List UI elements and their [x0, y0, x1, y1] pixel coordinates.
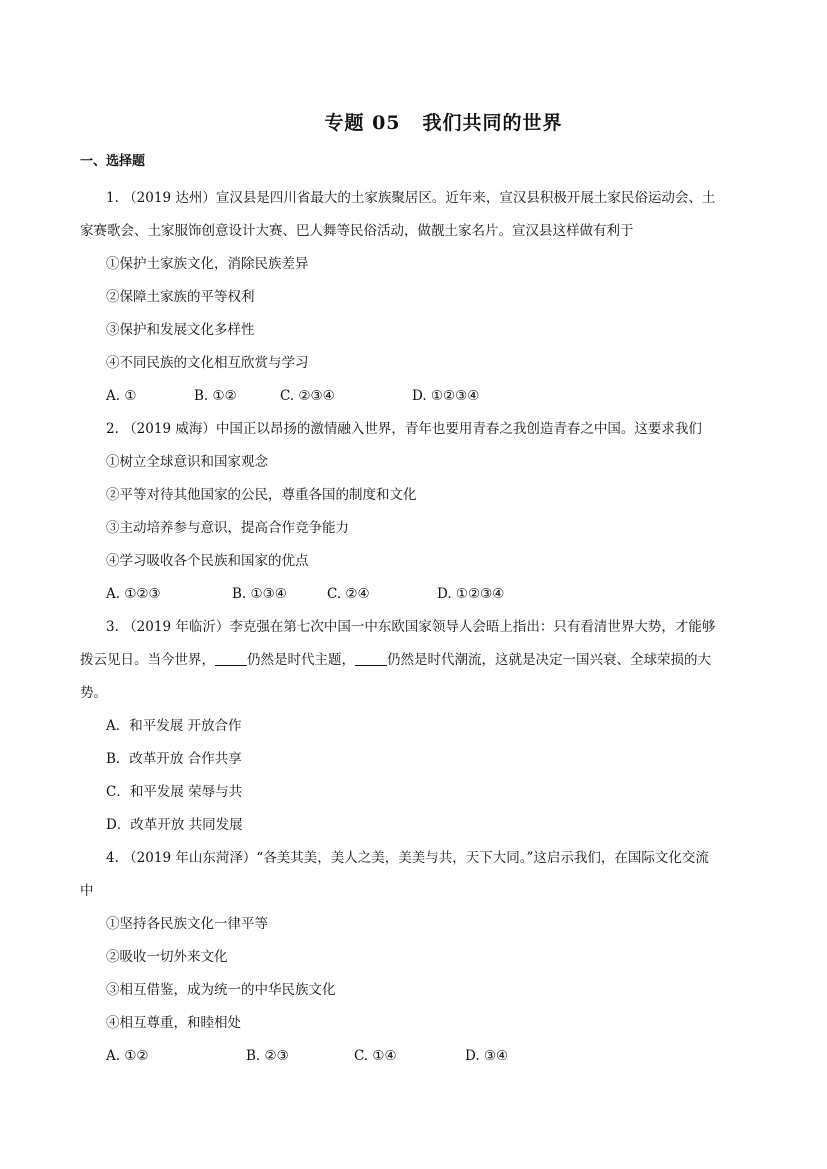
- q4-stem-line2: 中: [80, 883, 94, 899]
- q2-item-3: ③主动培养参与意识，提高合作竞争能力: [106, 520, 349, 536]
- q1-stem-line1: 1. （2019 达州）宣汉县是四川省最大的土家族聚居区。近年来，宣汉县积极开展土家民俗运动会、土: [106, 190, 716, 206]
- q2-item-4: ④学习吸收各个民族和国家的优点: [106, 553, 309, 569]
- q3-option-c[interactable]: C．和平发展 荣辱与共: [106, 784, 243, 800]
- q2-options: [80, 578, 748, 611]
- q3-stem-line2: [80, 644, 748, 677]
- q1-option-b[interactable]: B. ①②: [194, 388, 237, 404]
- q2-item-2: ②平等对待其他国家的公民，尊重各国的制度和文化: [106, 487, 417, 503]
- title-prefix: 专题 05: [324, 112, 401, 134]
- title-text: 我们共同的世界: [422, 112, 563, 134]
- q1-stem-line2: 家赛歌会、土家服饰创意设计大赛、巴人舞等民俗活动，做靓土家名片。宣汉县这样做有利于: [80, 223, 634, 239]
- q3-stem-part-b: 仍然是时代主题，: [247, 652, 355, 668]
- q3-option-a[interactable]: A．和平发展 开放合作: [106, 718, 242, 734]
- q3-blank-2: [355, 651, 387, 666]
- page-title: [0, 108, 827, 135]
- q1-item-1: ①保护土家族文化，消除民族差异: [106, 256, 309, 272]
- q4-option-a[interactable]: A. ①②: [106, 1048, 149, 1064]
- q1-options: [80, 380, 748, 413]
- q3-blank-1: [215, 651, 247, 666]
- q3-option-d[interactable]: D．改革开放 共同发展: [106, 817, 243, 833]
- q4-option-b[interactable]: B. ②③: [246, 1048, 289, 1064]
- q1-item-4: ④不同民族的文化相互欣赏与学习: [106, 355, 309, 371]
- q4-item-1: ①坚持各民族文化一律平等: [106, 916, 268, 932]
- question-list: [80, 182, 748, 1073]
- q3-option-b[interactable]: B．改革开放 合作共享: [106, 751, 242, 767]
- q1-option-d[interactable]: D. ①②③④: [412, 388, 480, 404]
- q4-options: [80, 1040, 748, 1073]
- q1-option-c[interactable]: C. ②③④: [280, 388, 335, 404]
- q2-item-1: ①树立全球意识和国家观念: [106, 454, 268, 470]
- q2-option-b[interactable]: B. ①③④: [232, 586, 287, 602]
- q3-stem-part-c: 仍然是时代潮流，这就是决定一国兴衰、全球荣损的大: [387, 652, 711, 668]
- q3-stem-line3: 势。: [80, 685, 107, 701]
- q4-option-d[interactable]: D. ③④: [465, 1048, 509, 1064]
- q2-stem-line1: 2. （2019 威海）中国正以昂扬的激情融入世界，青年也要用青春之我创造青春之中国。这要求我们: [106, 421, 702, 437]
- q2-option-d[interactable]: D. ①②③④: [437, 586, 505, 602]
- q1-item-2: ②保障土家族的平等权利: [106, 289, 255, 305]
- q3-stem-part-a: 拨云见日。当今世界，: [80, 652, 215, 668]
- section-heading: 一、选择题: [80, 154, 146, 169]
- q3-stem-line1: 3. （2019 年临沂）李克强在第七次中国一中东欧国家领导人会晤上指出：只有看清世界大势，才能够: [106, 619, 716, 635]
- q1-item-3: ③保护和发展文化多样性: [106, 322, 255, 338]
- q4-stem-line1: 4. （2019 年山东菏泽）“各美其美，美人之美，美美与共，天下大同。”这启示我们，在国际文化交流: [106, 850, 709, 866]
- q4-item-3: ③相互借鉴，成为统一的中华民族文化: [106, 982, 336, 998]
- q4-item-2: ②吸收一切外来文化: [106, 949, 228, 965]
- q4-item-4: ④相互尊重，和睦相处: [106, 1015, 241, 1031]
- q1-option-a[interactable]: A. ①: [106, 388, 137, 404]
- q2-option-c[interactable]: C. ②④: [327, 586, 370, 602]
- q4-option-c[interactable]: C. ①④: [354, 1048, 397, 1064]
- q2-option-a[interactable]: A. ①②③: [106, 586, 161, 602]
